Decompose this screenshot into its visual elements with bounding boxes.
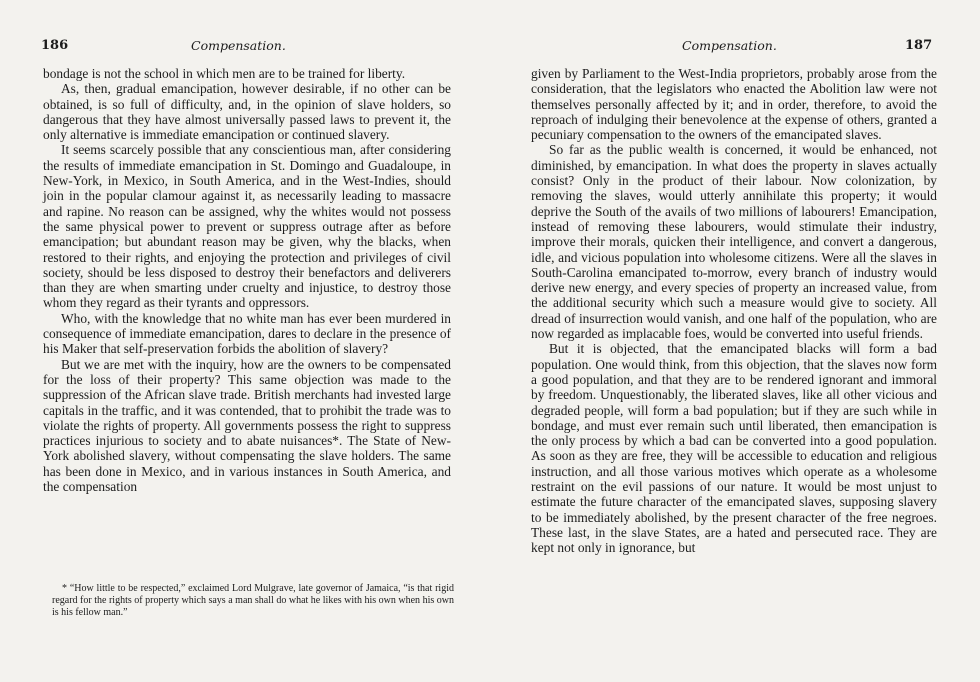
paragraph: So far as the public wealth is concerned, it would be enhanced, not diminished, by emancipation. In what does the property in slaves actually consist? Only in the product of their labour. Now colonization, by removing the slaves, would utterly annihilate this property; it would deprive the South of the avails of two millions of labourers! Emancipation, instead of removing these labourers, would stimulate their industry, improve their morals, quicken their intelligence, and convert a dangerous, idle, and vicious population into wholesome citizens. Were all the slaves in South-Carolina emancipated to-morrow, every branch of industry would derive new energy, and every species of property an increased value, from the additional security which such a measure would give to society. All dread of insurrection would vanish, and one half of the population, who are now regarded as implacable foes, would be converted into useful friends. [531, 142, 937, 342]
running-head: Compensation. [191, 38, 286, 53]
footnote: * “How little to be respected,” exclaimed Lord Mulgrave, late governor of Jamaica, “is that rigid regard for the rights of property which says a man shall do what he likes with his own when his own is his fellow man.” [52, 583, 454, 618]
right-body-text [531, 66, 937, 556]
paragraph: As, then, gradual emancipation, however desirable, if no other can be obtained, is so full of difficulty, and, in the opinion of slave holders, so dangerous that they have almost universally passed laws to prevent it, the only alternative is immediate emancipation or continued slavery. [43, 81, 451, 143]
paragraph: But we are met with the inquiry, how are the owners to be compensated for the loss of their property? This same objection was made to the suppression of the African slave trade. British merchants had invested large capitals in the traffic, and it was contended, that to prohibit the trade was to violate the rights of property. All governments possess the right to suppress practices injurious to society and to abate nuisances*. The State of New-York abolished slavery, without compensating the slave holders. The same has been done in Mexico, and in various instances in South America, and the compensation [43, 356, 451, 495]
paragraph: given by Parliament to the West-India proprietors, probably arose from the consideration, that the legislators who enacted the Abolition law were not themselves personally affected by it; and in order, therefore, to avoid the reproach of indulging their benevolence at the expense of others, granted a pecuniary compensation to the owners of the emancipated slaves. [531, 66, 937, 143]
running-head: Compensation. [682, 38, 777, 53]
page-number: 187 [905, 38, 933, 53]
left-body-text [43, 66, 451, 494]
paragraph: It seems scarcely possible that any conscientious man, after considering the results of immediate emancipation in St. Domingo and Guadaloupe, in New-York, in Mexico, in South America, and in the West-Indies, should join in the popular clamour against it, as necessarily leading to massacre and rapine. No reason can be assigned, why the whites would not possess the same physical power to prevent or suppress outrage after as before emancipation; but abundant reason may be given, why the blacks, when restored to their rights, and enjoying the protection and privileges of civil society, should be less disposed to destroy their benefactors and deliverers than they are when smarting under cruelty and injustice, to destroy those whom they regard as their tyrants and oppressors. [43, 142, 451, 311]
paragraph: But it is objected, that the emancipated blacks will form a bad population. One would think, from this objection, that the slaves now form a good population, and that they are to be rendered ignorant and immoral by freedom. Unquestionably, the liberated slaves, like all other vicious and degraded people, will form a bad population; but if they are such while in bondage, and must ever remain such until liberated, then emancipation is the only process by which a bad can be converted into a good population. As soon as they are free, they will be accessible to education and religious instruction, and all those various motives which operate as a wholesome restraint on the evil passions of our nature. It would be most unjust to estimate the future character of the emancipated slaves, supposing slavery to be immediately abolished, by the present character of the free negroes. These last, in the slave States, are a hated and persecuted race. They are kept not only in ignorance, but [531, 341, 937, 556]
paragraph: Who, with the knowledge that no white man has ever been murdered in consequence of immediate emancipation, dares to declare in the presence of his Maker that self-preservation forbids the abolition of slavery? [43, 310, 451, 357]
page-number: 186 [41, 38, 69, 53]
paragraph: bondage is not the school in which men are to be trained for liberty. [43, 66, 406, 81]
